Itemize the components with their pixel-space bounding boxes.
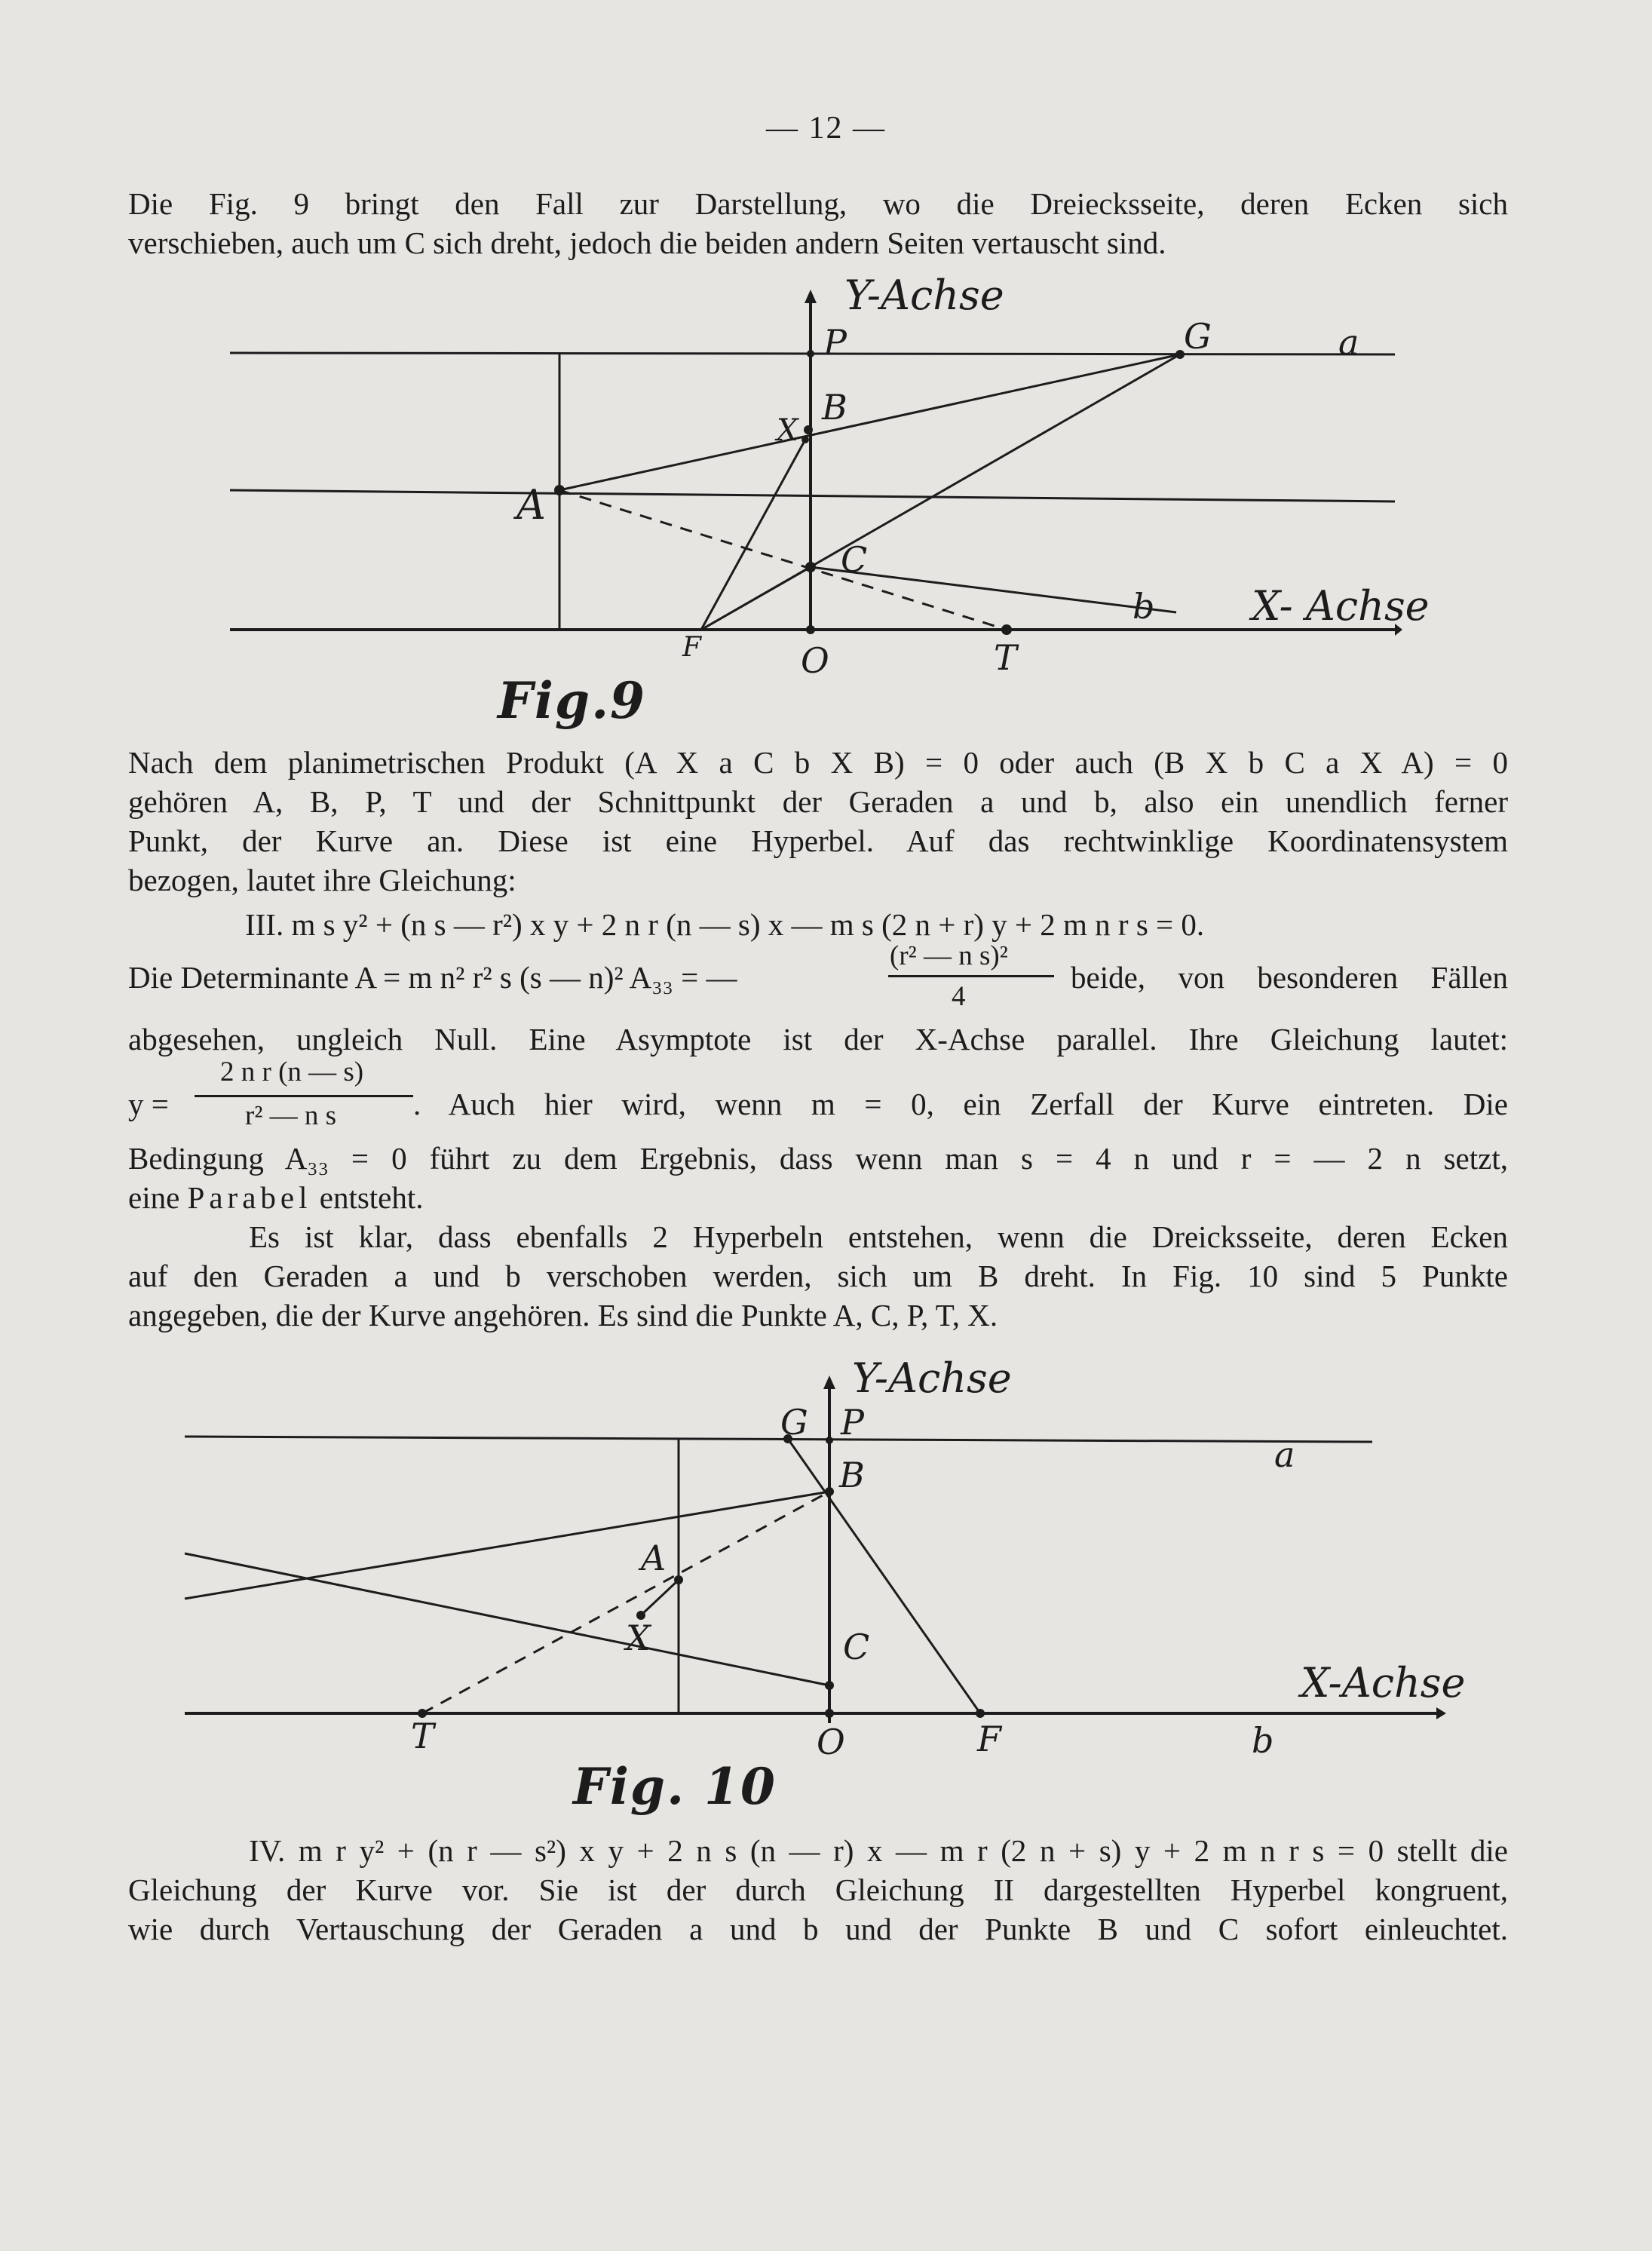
fig10-label-x: X	[626, 1618, 651, 1658]
fig9-label-c: C	[841, 539, 868, 580]
y-numerator: 2 n r (n — s)	[220, 1056, 364, 1087]
fig9-label-t: T	[994, 637, 1017, 678]
y-suffix: . Auch hier wird, wenn m = 0, ein Zerfall der Kurve eintreten. Die	[413, 1087, 1508, 1121]
parabel-line	[128, 1178, 1508, 1217]
equation-iii: III. m s y² + (n s — r²) x y + 2 n r (n — s) x — m s (2 n + r) y + 2 m n r s = 0.	[245, 907, 1205, 942]
intro-line-2: verschieben, auch um C sich dreht, jedoch die beiden andern Seiten vertauscht sind.	[128, 225, 1166, 260]
fig9-line-ag	[559, 354, 1180, 490]
fig9-label-f: F	[682, 632, 701, 663]
fig10-line-ab	[185, 1492, 829, 1599]
fig10-x-label: X-Achse	[1301, 1659, 1466, 1707]
fig9-point-c	[805, 562, 816, 572]
fig9-label-b: B	[822, 387, 847, 428]
fig10-line-a	[185, 1437, 1372, 1442]
final-line-1: Gleichung der Kurve vor. Sie ist der durch Gleichung II dargestellten Hyperbel kongruent,	[128, 1872, 1508, 1907]
y-prefix: y =	[128, 1087, 169, 1121]
page-number: — 12 —	[766, 111, 886, 146]
fig10-y-label: Y-Achse	[852, 1354, 1012, 1402]
fig10-label-b-line: b	[1252, 1720, 1274, 1761]
fig10-point-o	[825, 1709, 834, 1718]
y-denominator: r² — n s	[245, 1100, 337, 1131]
fig10-label-o: O	[817, 1722, 845, 1762]
bedingung-line: Bedingung A₃₃ = 0 führt zu dem Ergebnis, dass wenn man s = 4 n und r = — 2 n setzt,	[128, 1141, 1508, 1176]
fig10-label-a-line: a	[1274, 1434, 1295, 1475]
det-suffix: beide, von besonderen Fällen	[1071, 960, 1508, 995]
para2-line-3: angegeben, die der Kurve angehören. Es sind die Punkte A, C, P, T, X.	[128, 1298, 998, 1333]
fig9-point-b	[804, 425, 813, 434]
fig9-label-a-pt: A	[516, 481, 546, 529]
fig9-label-g: G	[1184, 316, 1212, 357]
figure-10	[0, 1350, 1652, 1802]
fig10-label-f: F	[977, 1719, 1001, 1759]
fig9-label-p: P	[823, 322, 847, 363]
fig10-y-arrow	[823, 1375, 835, 1389]
fig9-point-a	[554, 485, 565, 495]
fig10-line-gf	[788, 1439, 980, 1713]
fig9-y-arrow	[805, 290, 817, 303]
para1-line-1: Nach dem planimetrischen Produkt (A X a C b X B) = 0 oder auch (B X b C a X A) = 0	[128, 745, 1508, 780]
fig9-label-b-line: b	[1132, 586, 1155, 627]
fig10-point-f	[976, 1709, 985, 1718]
para1-line-3: Punkt, der Kurve an. Diese ist eine Hyperbel. Auf das rechtwinklige Koordinatensystem	[128, 823, 1508, 858]
fig9-point-p	[807, 350, 814, 357]
para1-line-4: bezogen, lautet ihre Gleichung:	[128, 863, 516, 897]
fig10-label-b: B	[839, 1455, 865, 1495]
fig10-label-a-pt: A	[641, 1538, 667, 1578]
fig9-y-label: Y-Achse	[844, 271, 1004, 319]
fig10-caption: Fig. 10	[573, 1757, 777, 1816]
parabel-suffix: entsteht.	[319, 1180, 424, 1215]
fig10-label-t: T	[411, 1716, 434, 1756]
fig9-point-t	[1001, 624, 1012, 635]
fig10-line-c	[185, 1553, 829, 1685]
para2-line-1: Es ist klar, dass ebenfalls 2 Hyperbeln entstehen, wenn die Dreicksseite, deren Ecken	[249, 1219, 1508, 1254]
parabel-prefix: eine	[128, 1180, 180, 1215]
fig9-caption: Fig.9	[498, 671, 646, 730]
y-fraction-bar	[195, 1095, 413, 1097]
fig10-x-arrow	[1436, 1707, 1446, 1719]
fig9-dashed-at	[559, 490, 1007, 630]
fig9-point-x	[801, 436, 809, 443]
det-fraction-bar	[888, 975, 1054, 977]
equation-iv: IV. m r y² + (n r — s²) x y + 2 n s (n — r) x — m r (2 n + s) y + 2 m n r s = 0 stellt die	[249, 1833, 1508, 1868]
parabel-word: Parabel	[187, 1180, 312, 1215]
det-prefix: Die Determinante A = m n² r² s (s — n)² A₃₃ = —	[128, 960, 737, 995]
fig10-label-g: G	[780, 1402, 808, 1443]
det-numerator: (r² — n s)²	[890, 940, 1008, 971]
fig10-point-b	[825, 1487, 834, 1496]
fig10-point-p	[826, 1437, 833, 1444]
fig10-line-xa	[641, 1580, 679, 1615]
intro-line-1: Die Fig. 9 bringt den Fall zur Darstellung, wo die Dreiecksseite, deren Ecken sich	[128, 186, 1508, 221]
det-denominator: 4	[952, 981, 966, 1012]
asymptote-line: abgesehen, ungleich Null. Eine Asymptote ist der X-Achse parallel. Ihre Gleichung lautet:	[128, 1022, 1508, 1056]
fig10-point-a	[674, 1575, 683, 1584]
para2-line-2: auf den Geraden a und b verschoben werden, sich um B dreht. In Fig. 10 sind 5 Punkte	[128, 1259, 1508, 1293]
fig9-label-o: O	[801, 640, 829, 681]
fig9-line-mid	[230, 490, 1395, 501]
figure-9	[0, 256, 1652, 739]
fig9-x-label: X- Achse	[1252, 582, 1430, 630]
fig9-label-a: a	[1338, 322, 1359, 363]
final-line-2: wie durch Vertauschung der Geraden a und b und der Punkte B und C sofort einleuchtet.	[128, 1912, 1508, 1946]
fig9-point-o	[806, 625, 815, 634]
para1-line-2: gehören A, B, P, T und der Schnittpunkt der Geraden a und b, also ein unendlich ferner	[128, 784, 1508, 819]
fig10-label-p: P	[841, 1402, 864, 1443]
fig9-label-x: X	[777, 413, 798, 448]
fig10-label-c: C	[843, 1627, 870, 1667]
fig10-point-c	[825, 1681, 834, 1690]
